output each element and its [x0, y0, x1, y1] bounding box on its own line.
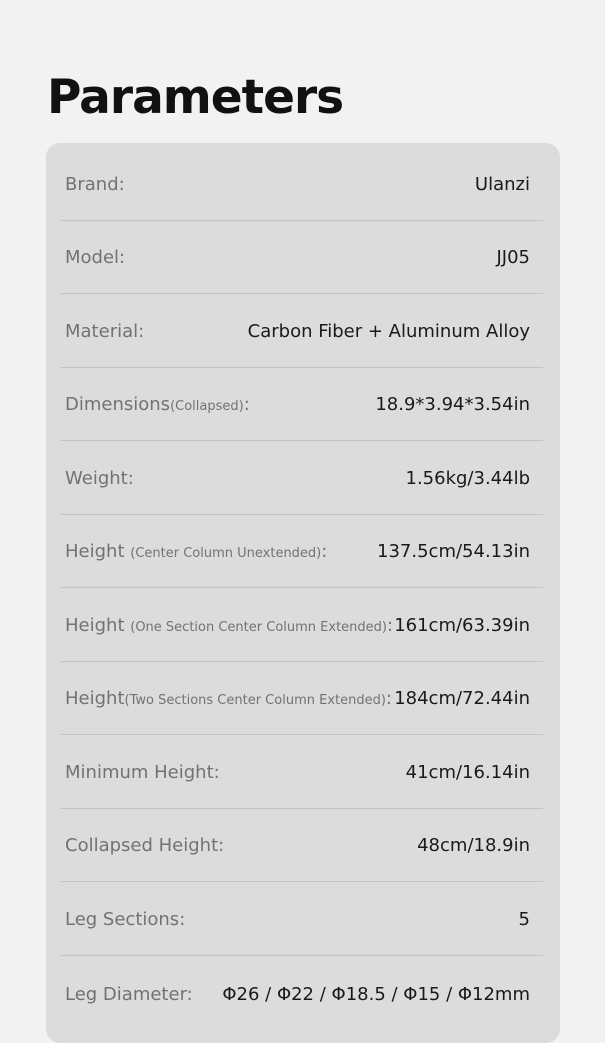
page-title: Parameters — [47, 70, 344, 125]
param-label-suffix: : — [243, 394, 250, 415]
param-label — [65, 368, 250, 441]
param-label — [65, 736, 220, 809]
param-label — [65, 589, 393, 662]
param-label-text: Height — [65, 688, 125, 709]
param-label — [65, 221, 125, 294]
param-qualifier: (One Section Center Column Extended) — [130, 620, 387, 635]
param-label-suffix: : — [386, 615, 394, 636]
param-label-text: Height — [65, 615, 125, 636]
param-label-text: Leg Diameter: — [65, 984, 193, 1005]
param-label — [65, 295, 144, 368]
param-value: 161cm/63.39in — [394, 615, 530, 636]
param-value: Ulanzi — [474, 174, 530, 195]
param-qualifier: (Collapsed) — [170, 399, 244, 414]
param-label-text: Weight: — [65, 468, 134, 489]
param-row-height-two-sections — [61, 662, 543, 735]
param-row-height-one-section — [61, 589, 543, 662]
param-qualifier: (Two Sections Center Column Extended) — [124, 693, 386, 708]
param-label-text: Brand: — [65, 174, 125, 195]
param-value: 5 — [518, 909, 530, 930]
param-label — [65, 662, 392, 735]
param-label-text: Model: — [65, 247, 126, 268]
param-label-suffix: : — [321, 541, 328, 562]
param-row-material — [61, 295, 543, 368]
param-label — [65, 883, 185, 956]
param-value: 41cm/16.14in — [405, 762, 530, 783]
param-row-model — [61, 221, 543, 294]
param-label-text: Collapsed Height: — [65, 835, 225, 856]
param-label — [65, 958, 193, 1031]
param-value: 137.5cm/54.13in — [377, 541, 530, 562]
param-row-leg-sections — [61, 883, 543, 956]
param-value: Φ26 / Φ22 / Φ18.5 / Φ15 / Φ12mm — [222, 984, 530, 1005]
param-row-height-unextended — [61, 515, 543, 588]
param-row-weight — [61, 442, 543, 515]
param-label-text: Height — [65, 541, 125, 562]
param-label — [65, 515, 327, 588]
param-value: 18.9*3.94*3.54in — [375, 394, 530, 415]
param-label — [65, 809, 224, 882]
param-label-suffix: : — [385, 688, 392, 709]
param-label-text: Dimensions — [65, 394, 171, 415]
param-label-text: Leg Sections: — [65, 909, 186, 930]
parameters-table — [46, 143, 560, 1043]
param-value: 184cm/72.44in — [394, 688, 530, 709]
param-row-minimum-height — [61, 736, 543, 809]
param-label-text: Minimum Height: — [65, 762, 220, 783]
param-value: 1.56kg/3.44lb — [405, 468, 530, 489]
param-row-collapsed-height — [61, 809, 543, 882]
param-row-dimensions — [61, 368, 543, 441]
param-value: Carbon Fiber + Aluminum Alloy — [247, 321, 530, 342]
param-value: 48cm/18.9in — [417, 835, 530, 856]
param-row-leg-diameter — [61, 958, 543, 1031]
param-label-text: Material: — [65, 321, 145, 342]
param-value: JJ05 — [496, 247, 530, 268]
param-label — [65, 442, 134, 515]
param-row-brand — [61, 148, 543, 221]
param-qualifier: (Center Column Unextended) — [130, 546, 322, 561]
param-label — [65, 148, 125, 221]
